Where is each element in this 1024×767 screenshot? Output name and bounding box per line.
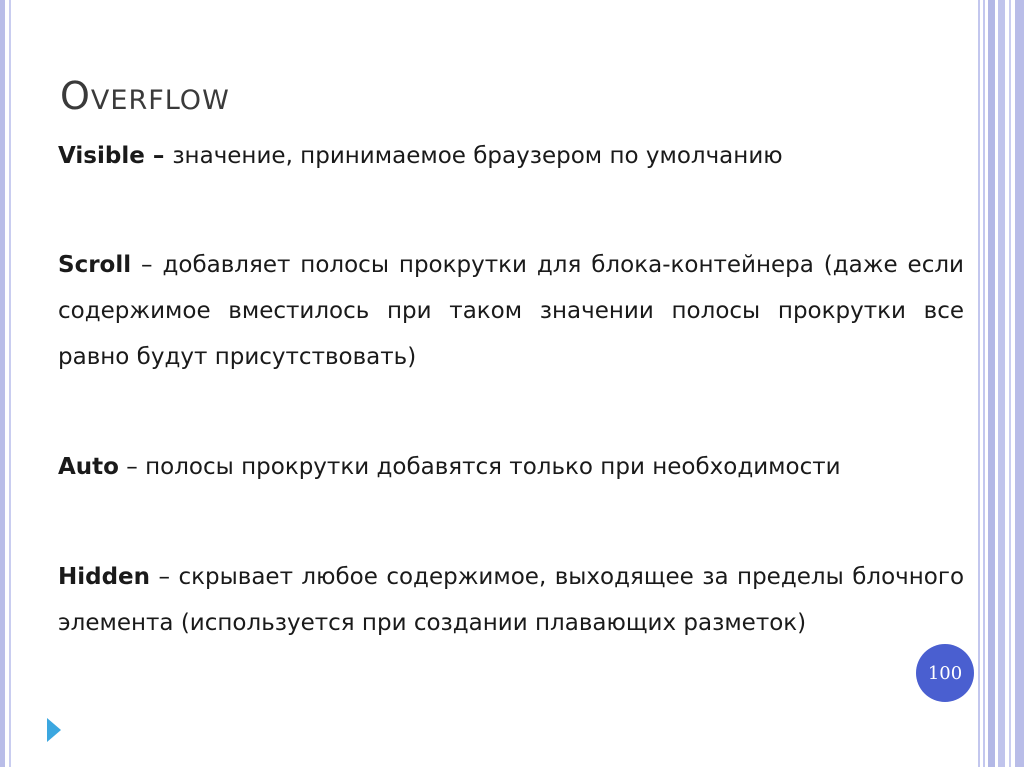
slide-title: Overflow	[60, 74, 230, 118]
list-item-scroll	[58, 242, 964, 380]
description-visible: значение, принимаемое браузером по умолчанию	[172, 143, 783, 169]
separator: –	[150, 564, 179, 590]
term-scroll: Scroll	[58, 252, 132, 278]
list-item-auto	[58, 444, 964, 490]
right-border-stripes	[978, 0, 1024, 767]
description-auto: полосы прокрутки добавятся только при необходимости	[145, 454, 841, 480]
page-number-badge: 100	[916, 644, 974, 702]
term-hidden: Hidden	[58, 564, 151, 590]
left-border-thin	[9, 0, 11, 767]
term-visible: Visible	[58, 143, 145, 169]
separator: –	[131, 252, 163, 278]
term-auto: Auto	[58, 454, 119, 480]
list-item-visible	[58, 133, 964, 179]
description-scroll: добавляет полосы прокрутки для блока-контейнера (даже если содержимое вместилось при таком значении полосы прокрутки все равно будут присутствовать)	[58, 252, 965, 370]
description-hidden: скрывает любое содержимое, выходящее за пределы блочного элемента (используется при создании плавающих разметок)	[58, 564, 965, 636]
list-item-hidden	[58, 554, 964, 646]
left-border-thick	[0, 0, 5, 767]
separator: –	[118, 454, 146, 480]
triangle-right-icon[interactable]	[47, 718, 61, 742]
separator: –	[144, 143, 173, 169]
